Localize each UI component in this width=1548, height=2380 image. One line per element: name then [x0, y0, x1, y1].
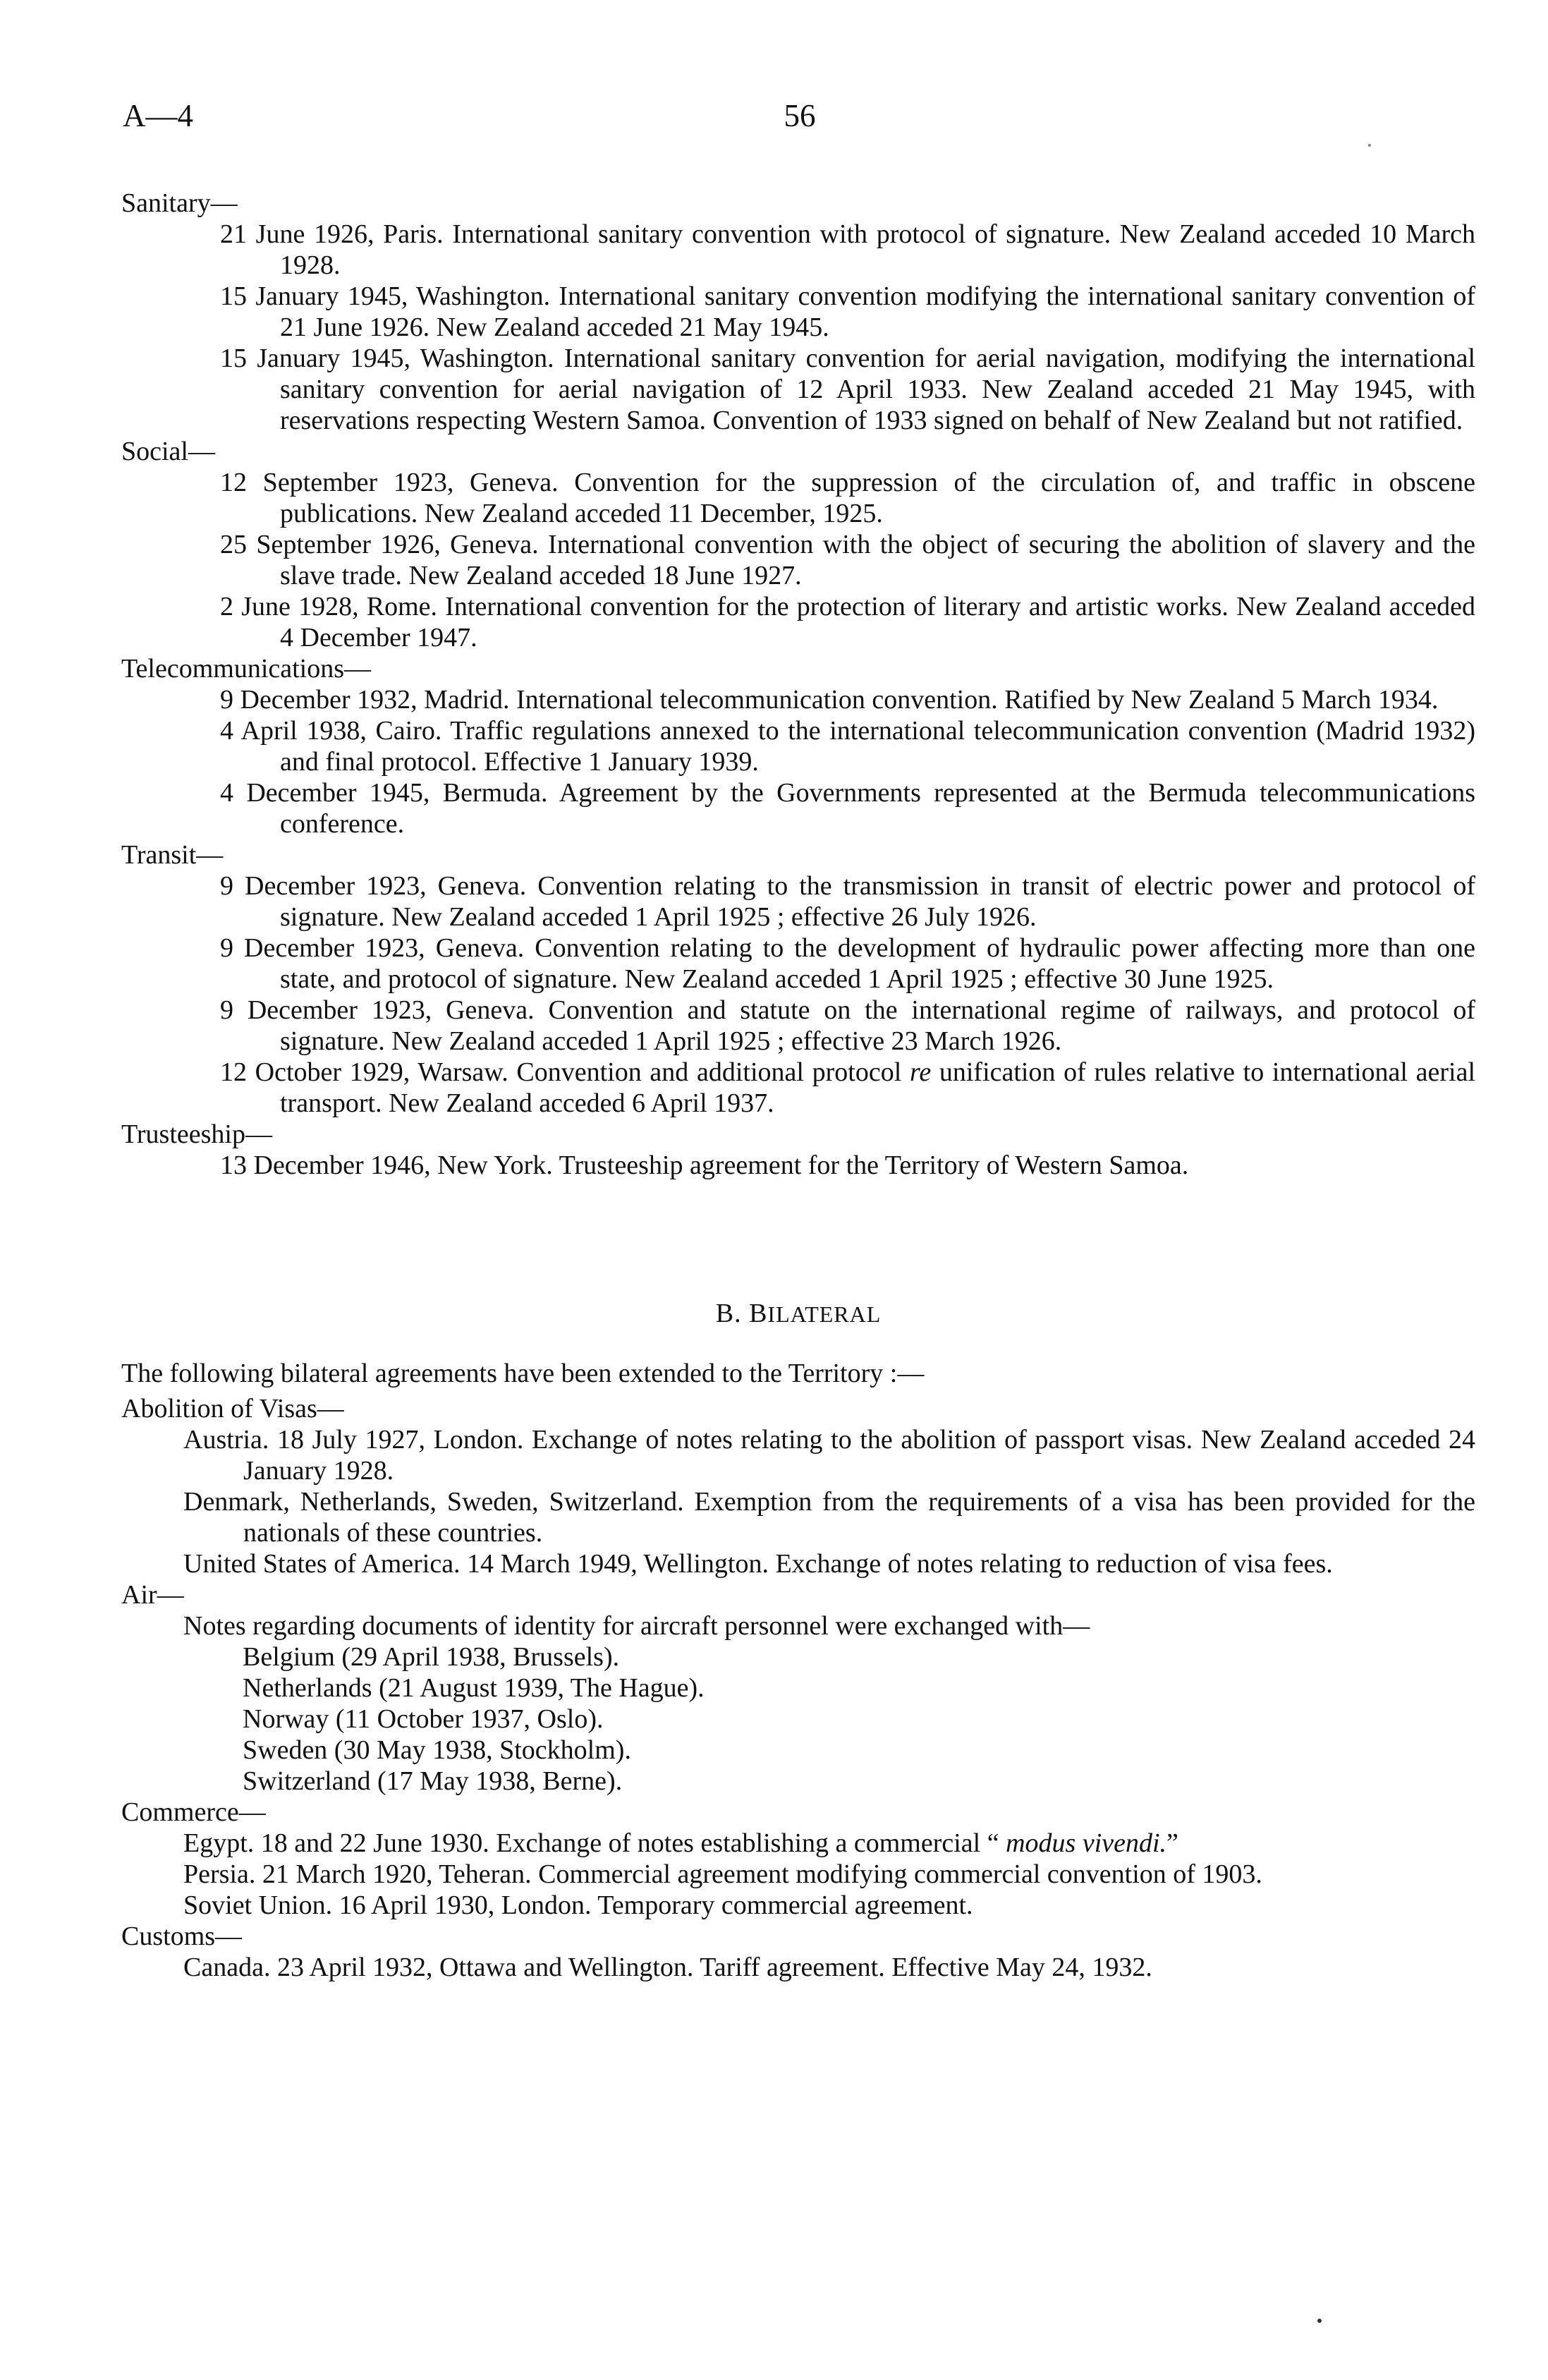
treaty-entry: 4 April 1938, Cairo. Traffic regulations annexed to the international telecommunication convention (Madrid 1932) and final protocol. Effective 1 January 1939. — [220, 716, 1475, 777]
section-heading: Social— — [121, 437, 215, 466]
section-heading: Telecommunications— — [121, 654, 372, 684]
agreement-entry: Denmark, Netherlands, Sweden, Switzerland. Exemption from the requirements of a visa has been provided for the nationals of these countries. — [183, 1487, 1475, 1548]
entry-text: 12 October 1929, Warsaw. Convention and additional protocol — [220, 1057, 910, 1087]
agreement-entry: United States of America. 14 March 1949, Wellington. Exchange of notes relating to reduction of visa fees. — [183, 1549, 1333, 1579]
agreement-entry — [183, 1828, 1475, 1859]
entry-italic-text: re — [909, 1057, 932, 1087]
air-country-item: Norway (11 October 1937, Oslo). — [243, 1704, 604, 1734]
air-country-item: Sweden (30 May 1938, Stockholm). — [243, 1735, 631, 1765]
section-customs — [121, 1921, 1475, 1983]
treaty-entry: 9 December 1923, Geneva. Convention relating to the development of hydraulic power affecting more than one state, and protocol of signature. New Zealand acceded 1 April 1925 ; effective 30 June 1925. — [220, 933, 1475, 994]
entry-italic-text: modus vivendi. — [1006, 1828, 1167, 1858]
treaty-entry: 12 September 1923, Geneva. Convention for the suppression of the circulation of, and traffic in obscene publications. New Zealand acceded 11 December, 1925. — [220, 468, 1475, 528]
treaty-entry: 15 January 1945, Washington. International sanitary convention for aerial navigation, modifying the international sanitary convention for aerial navigation of 12 April 1933. New Zealand acceded 21 May 1945, with reservations respecting Western Samoa. Convention of 1933 signed on behalf of New Zealand but not ratified. — [220, 344, 1475, 435]
section-heading: Sanitary— — [121, 188, 238, 218]
bilateral-title-rest: ILATERAL — [767, 1301, 882, 1327]
section-transit — [121, 839, 1475, 1119]
section-heading: Customs— — [121, 1921, 243, 1951]
bilateral-title-prefix: B. B — [715, 1299, 768, 1328]
section-heading: Air— — [121, 1580, 184, 1610]
treaty-entry: 9 December 1923, Geneva. Convention relating to the transmission in transit of electric power and protocol of signature. New Zealand acceded 1 April 1925 ; effective 26 July 1926. — [220, 871, 1475, 932]
speck-mark — [1368, 144, 1371, 147]
section-abolition-of-visas — [121, 1393, 1475, 1579]
agreement-entry: Soviet Union. 16 April 1930, London. Temporary commercial agreement. — [183, 1890, 973, 1920]
treaty-entry: 25 September 1926, Geneva. International convention with the object of securing the abolition of slavery and the slave trade. New Zealand acceded 18 June 1927. — [220, 530, 1475, 590]
agreement-entry: Persia. 21 March 1920, Teheran. Commercial agreement modifying commercial convention of 1903. — [183, 1859, 1262, 1889]
section-air — [121, 1579, 1475, 1797]
section-telecommunications — [121, 653, 1475, 839]
air-country-item: Belgium (29 April 1938, Brussels). — [243, 1642, 620, 1672]
air-country-item: Netherlands (21 August 1939, The Hague). — [243, 1673, 705, 1703]
treaty-entry — [220, 1057, 1475, 1119]
speck-mark — [1317, 2319, 1322, 2323]
air-intro: Notes regarding documents of identity for aircraft personnel were exchanged with— — [183, 1611, 1090, 1641]
section-heading: Transit— — [121, 840, 224, 870]
document-reference: A—4 — [123, 98, 193, 133]
section-sanitary — [121, 188, 1475, 436]
section-commerce — [121, 1797, 1475, 1921]
section-heading: Trusteeship— — [121, 1119, 272, 1149]
treaty-entry: 15 January 1945, Washington. International sanitary convention modifying the international sanitary convention of 21 June 1926. New Zealand acceded 21 May 1945. — [220, 281, 1475, 342]
entry-text: ” — [1166, 1828, 1178, 1858]
agreement-entry: Canada. 23 April 1932, Ottawa and Wellington. Tariff agreement. Effective May 24, 1932. — [183, 1953, 1152, 1982]
treaty-entry: 9 December 1923, Geneva. Convention and statute on the international regime of railways, and protocol of signature. New Zealand acceded 1 April 1925 ; effective 23 March 1926. — [220, 995, 1475, 1056]
entry-text: unification of rules relative to international aerial transport. New Zealand acceded 6 April 1937. — [280, 1057, 1476, 1118]
entry-text: Egypt. 18 and 22 June 1930. Exchange of notes establishing a commercial “ — [183, 1828, 1006, 1858]
page-header — [123, 97, 1477, 140]
bilateral-title — [121, 1298, 1475, 1330]
section-heading: Abolition of Visas— — [121, 1394, 344, 1423]
treaty-entry: 2 June 1928, Rome. International convention for the protection of literary and artistic works. New Zealand acceded 4 December 1947. — [220, 592, 1475, 652]
bilateral-intro: The following bilateral agreements have been extended to the Territory :— — [121, 1359, 925, 1388]
section-heading: Commerce— — [121, 1797, 266, 1827]
section-social — [121, 436, 1475, 653]
section-trusteeship — [121, 1119, 1475, 1181]
treaty-entry: 13 December 1946, New York. Trusteeship agreement for the Territory of Western Samoa. — [220, 1150, 1189, 1180]
treaty-entry: 4 December 1945, Bermuda. Agreement by the Governments represented at the Bermuda telecommunications conference. — [220, 778, 1475, 839]
page-number: 56 — [784, 98, 816, 133]
treaty-entry: 21 June 1926, Paris. International sanitary convention with protocol of signature. New Zealand acceded 10 March 1928. — [220, 219, 1475, 280]
page-content — [121, 188, 1475, 1983]
air-country-item: Switzerland (17 May 1938, Berne). — [243, 1766, 623, 1796]
agreement-entry: Austria. 18 July 1927, London. Exchange of notes relating to the abolition of passport visas. New Zealand acceded 24 January 1928. — [183, 1425, 1475, 1486]
treaty-entry: 9 December 1932, Madrid. International telecommunication convention. Ratified by New Zealand 5 March 1934. — [220, 685, 1439, 715]
